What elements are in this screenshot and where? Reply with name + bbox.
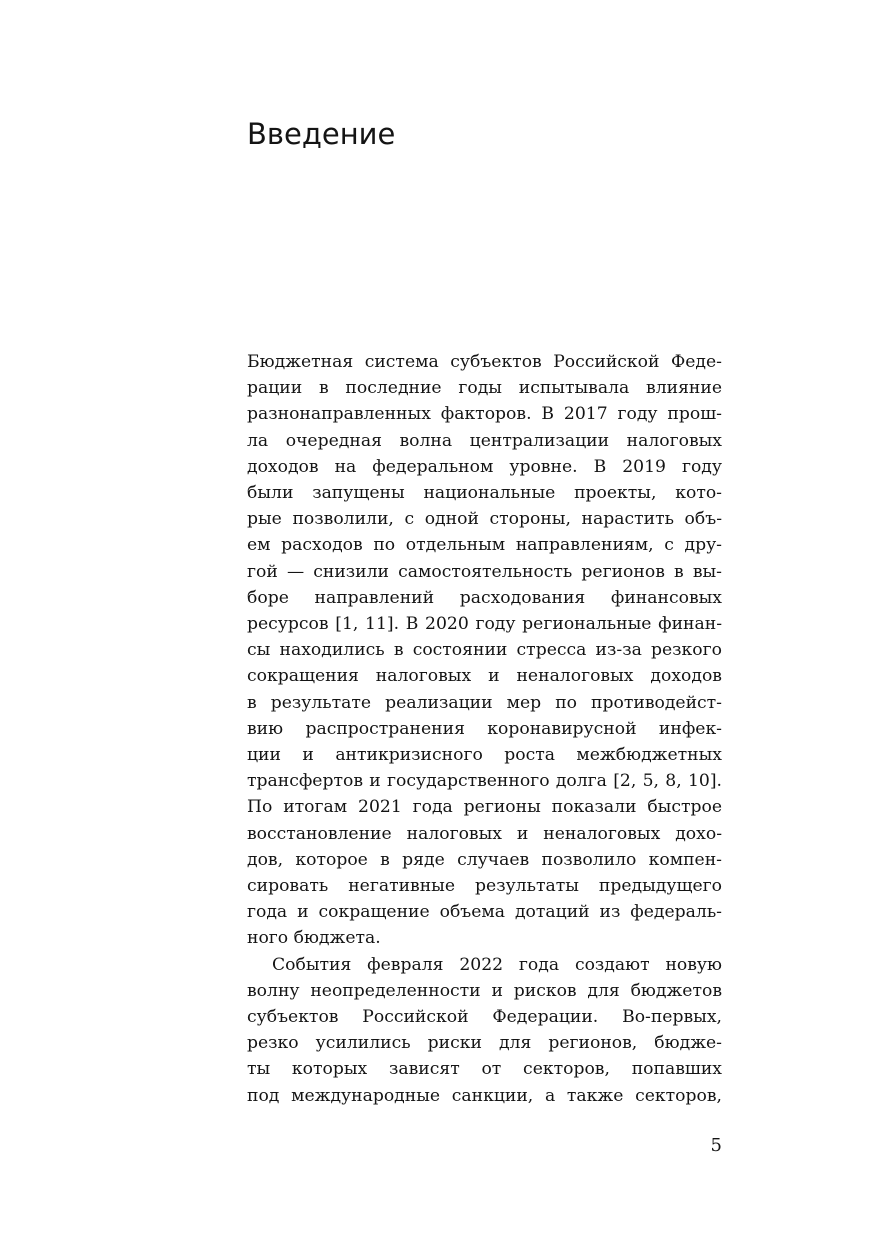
text-line: под международные санкции, а также секторов, (247, 1085, 722, 1106)
text-line: дов, которое в ряде случаев позволило компен- (247, 849, 722, 870)
paragraph-1 (247, 349, 722, 952)
text-line: боре направлений расходования финансовых (247, 587, 722, 608)
text-line: вию распространения коронавирусной инфек- (247, 718, 722, 739)
paragraph-2 (247, 952, 722, 1109)
text-line: ции и антикризисного роста межбюджетных (247, 745, 722, 766)
text-line: рации в последние годы испытывала влияние (247, 378, 722, 399)
text-line: трансфертов и государственного долга [2, 5, 8, 10]. (247, 771, 722, 792)
text-line: ем расходов по отдельным направлениям, с дру- (247, 535, 722, 556)
text-line: восстановление налоговых и неналоговых дохо- (247, 823, 722, 844)
chapter-heading: Введение (247, 117, 396, 151)
body-text (247, 349, 722, 1109)
text-line: рые позволили, с одной стороны, нарастить объ- (247, 509, 722, 530)
text-line: сокращения налоговых и неналоговых доходов (247, 666, 722, 687)
text-line: года и сокращение объема дотаций из федераль- (247, 902, 722, 923)
text-line: ного бюджета. (247, 928, 381, 949)
text-line: По итогам 2021 года регионы показали быстрое (247, 797, 722, 818)
page-number: 5 (710, 1135, 722, 1156)
text-line: События февраля 2022 года создают новую (272, 954, 722, 975)
text-line: разнонаправленных факторов. В 2017 году прош- (247, 404, 722, 425)
text-line: волну неопределенности и рисков для бюджетов (247, 980, 722, 1001)
text-line: субъектов Российской Федерации. Во-первых, (247, 1007, 722, 1028)
text-line: Бюджетная система субъектов Российской Феде- (247, 352, 722, 372)
text-line: сы находились в состоянии стресса из-за резкого (247, 640, 722, 661)
text-line: гой — снизили самостоятельность регионов в вы- (247, 561, 722, 582)
text-line: резко усилились риски для регионов, бюдже- (247, 1033, 722, 1054)
text-line: в результате реализации мер по противодейст- (247, 692, 722, 713)
text-line: доходов на федеральном уровне. В 2019 году (247, 456, 722, 477)
text-line: были запущены национальные проекты, кото- (247, 483, 722, 504)
text-line: ты которых зависят от секторов, попавших (247, 1059, 722, 1080)
text-line: ресурсов [1, 11]. В 2020 году региональные финан- (247, 614, 722, 635)
text-line: сировать негативные результаты предыдущего (247, 876, 722, 897)
text-line: ла очередная волна централизации налоговых (247, 430, 722, 451)
